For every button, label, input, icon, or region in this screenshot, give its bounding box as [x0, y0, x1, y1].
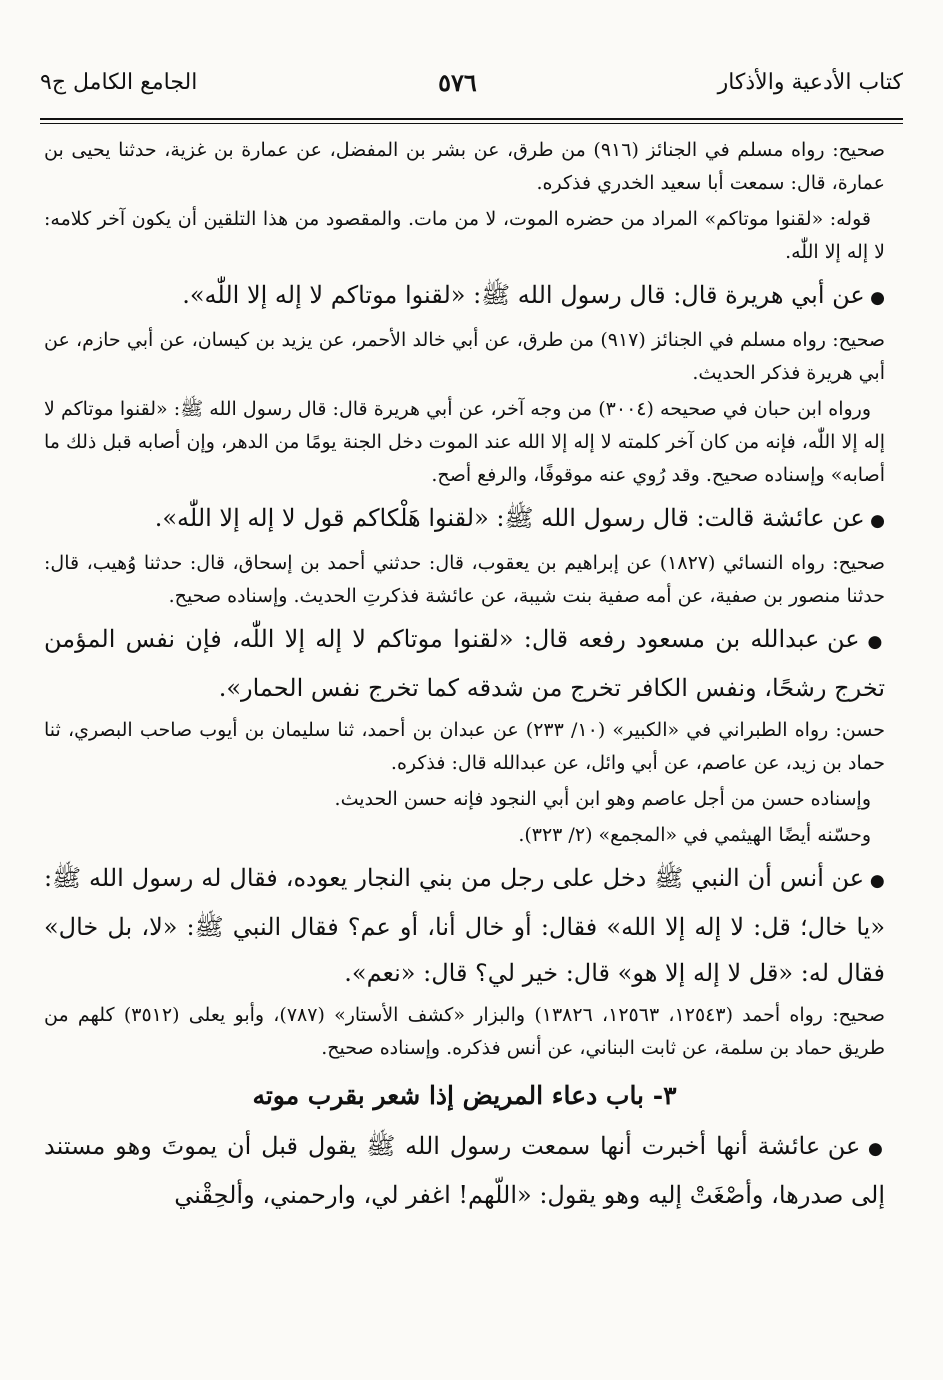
commentary-paragraph: وإسناده حسن من أجل عاصم وهو ابن أبي النجود فإنه حسن الحديث.: [334, 788, 871, 810]
takhrij-paragraph: صحيح: رواه النسائي (١٨٢٧) عن إبراهيم بن يعقوب، قال: حدثني أحمد بن إسحاق، قال: حدثنا وُهيب، قال: حدثنا منصور بن صفية، عن أمه صفية بنت شيبة، عن عائشة فذكرتِ الحديث. وإسناده صحيح.: [44, 552, 885, 607]
takhrij-paragraph: حسن: رواه الطبراني في «الكبير» (١٠/ ٢٣٣) عن عبدان بن أحمد، ثنا سليمان بن أيوب صاحب البصري، ثنا حماد بن زيد، عن عاصم، عن أبي وائل، عن عبدالله قال: فذكره.: [44, 719, 885, 774]
commentary-paragraph: ورواه ابن حبان في صحيحه (٣٠٠٤) من وجه آخر، عن أبي هريرة قال: قال رسول الله ﷺ: «لقنوا موتاكم لا إله إلا اللّٰه، فإنه من كان آخر كلمته لا إله إلا الله عند الموت دخل الجنة يومًا من الدهر، وإن أصابه قبل ذلك ما أصابه» وإسناده صحيح. وقد رُوي عنه موقوفًا، والرفع أصح.: [44, 398, 885, 486]
commentary-paragraph: وحسّنه أيضًا الهيثمي في «المجمع» (٢/ ٣٢٣).: [518, 824, 871, 846]
takhrij-paragraph: صحيح: رواه مسلم في الجنائز (٩١٦) من طرق، عن بشر بن المفضل، عن عمارة بن غزية، حدثنا يحيى بن عمارة، قال: سمعت أبا سعيد الخدري فذكره.: [44, 139, 886, 194]
section-heading: ٣- باب دعاء المريض إذا شعر بقرب موته: [252, 1081, 677, 1110]
takhrij-paragraph: صحيح: رواه مسلم في الجنائز (٩١٧) من طرق، عن أبي خالد الأحمر، عن يزيد بن كيسان، عن أبي حازم، عن أبي هريرة فذكر الحديث.: [44, 329, 885, 384]
header-rule-thin: [40, 123, 903, 124]
takhrij-paragraph: صحيح: رواه أحمد (١٢٥٤٣، ١٢٥٦٣، ١٣٨٢٦) والبزار «كشف الأستار» (٧٨٧)، وأبو يعلى (٣٥١٢) كلهم من طريق حماد بن سلمة، عن ثابت البناني، عن أنس فذكره. وإسناده صحيح.: [44, 1004, 886, 1059]
header-rule-thick: [40, 118, 903, 120]
page-header: [40, 62, 903, 102]
commentary-paragraph: قوله: «لقنوا موتاكم» المراد من حضره الموت، لا من مات. والمقصود من هذا التلقين أن يكون آخر كلامه: لا إله إلا اللّٰه.: [44, 208, 885, 263]
hadith-paragraph: ● عن أبي هريرة قال: قال رسول الله ﷺ: «لقنوا موتاكم لا إله إلا اللّٰه».: [44, 272, 885, 321]
hadith-paragraph: ● عن عبدالله بن مسعود رفعه قال: «لقنوا موتاكم لا إله إلا اللّٰه، فإن نفس المؤمن تخرج رشحًا، ونفس الكافر تخرج من شدقه كما تخرج نفس الحمار».: [44, 616, 885, 711]
hadith-paragraph: ● عن عائشة قالت: قال رسول الله ﷺ: «لقنوا هَلْكاكم قول لا إله إلا اللّٰه».: [44, 495, 885, 544]
volume-title: الجامع الكامل ج٩: [40, 69, 198, 95]
hadith-paragraph: ● عن أنس أن النبي ﷺ دخل على رجل من بني النجار يعوده، فقال له رسول الله ﷺ: «يا خال؛ قل: لا إله إلا الله» فقال: أو خال أنا، أو عم؟ فقال النبي ﷺ: «لا، بل خال» فقال له: «قل لا إله إلا هو» قال: خير لي؟ قال: «نعم».: [44, 855, 885, 996]
page-body: [44, 134, 885, 1221]
book-title: كتاب الأدعية والأذكار: [717, 69, 903, 95]
page-number: ٥٧٦: [438, 67, 477, 97]
hadith-paragraph: ● عن عائشة أنها أخبرت أنها سمعت رسول الله ﷺ يقول قبل أن يموتَ وهو مستند إلى صدرها، وأصْغَتْ إليه وهو يقول: «اللّهم! اغفر لي، وارحمني، وألحِقْني: [44, 1123, 885, 1218]
